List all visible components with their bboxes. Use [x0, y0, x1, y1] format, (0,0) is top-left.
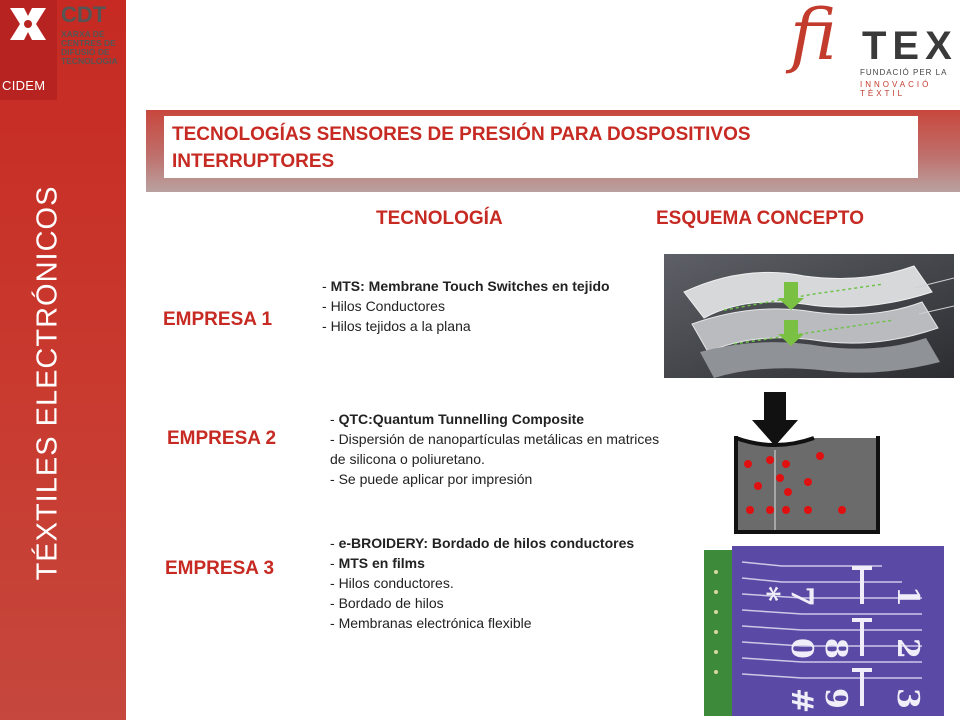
company-2-description — [330, 409, 678, 489]
column-heading-technology: TECNOLOGÍA — [376, 208, 503, 229]
description-line: - Se puede aplicar por impresión — [330, 471, 533, 487]
fitex-logo-tex: TEX — [862, 24, 958, 68]
keypad-key: 9 — [818, 688, 853, 709]
membrane-switch-diagram — [664, 254, 954, 378]
company-2-label: EMPRESA 2 — [167, 428, 277, 449]
company-1-label: EMPRESA 1 — [163, 309, 273, 330]
description-line: - Dispersión de nanopartículas metálicas en matrices de silicona o poliuretano. — [330, 431, 660, 467]
keypad-key: 7 — [784, 586, 819, 607]
description-line: - Hilos tejidos a la plana — [322, 318, 471, 334]
vertical-section-title: TÉXTILES ELECTRÓNICOS — [31, 185, 64, 581]
keypad-key: * — [750, 586, 785, 602]
keypad-key: # — [784, 688, 819, 714]
description-line: - Membranas electrónica flexible — [330, 615, 532, 631]
cidem-x-icon — [6, 4, 50, 44]
keypad-key: 3 — [890, 688, 925, 709]
fitex-logo-line2: INNOVACIÓ TÈXTIL — [860, 80, 932, 98]
cidem-label: CIDEM — [2, 78, 46, 93]
company-1-description — [322, 276, 662, 336]
company-3-label: EMPRESA 3 — [165, 558, 275, 579]
fitex-logo-line1: FUNDACIÓ PER LA — [860, 68, 948, 77]
column-heading-scheme: ESQUEMA CONCEPTO — [656, 208, 864, 229]
description-line: - Hilos Conductores — [322, 298, 445, 314]
description-line: - MTS: Membrane Touch Switches en tejido — [322, 278, 610, 294]
keypad-key: 8 — [818, 638, 853, 659]
description-line: - MTS en films — [330, 555, 425, 571]
cdt-logo-title: CDT — [61, 2, 107, 27]
slide-title: TECNOLOGÍAS SENSORES DE PRESIÓN PARA DOSPOSITIVOS INTERRUPTORES — [172, 124, 751, 172]
company-3-description — [330, 533, 670, 633]
fitex-logo-fi: fi — [790, 0, 837, 76]
embroidered-keypad-image — [702, 542, 946, 716]
description-line: - Bordado de hilos — [330, 595, 444, 611]
keypad-key: 2 — [890, 638, 925, 659]
keypad-key: 1 — [890, 586, 925, 607]
description-line: - Hilos conductores. — [330, 575, 454, 591]
description-line: - e-BROIDERY: Bordado de hilos conductores — [330, 535, 635, 551]
keypad-key: 0 — [784, 638, 819, 659]
cdt-logo-subtitle: XARXA DE CENTRES DE DIFUSIÓ DE TECNOLOGIA — [61, 29, 118, 66]
qtc-pressure-diagram — [734, 386, 880, 534]
description-line: - QTC:Quantum Tunnelling Composite — [330, 411, 585, 427]
